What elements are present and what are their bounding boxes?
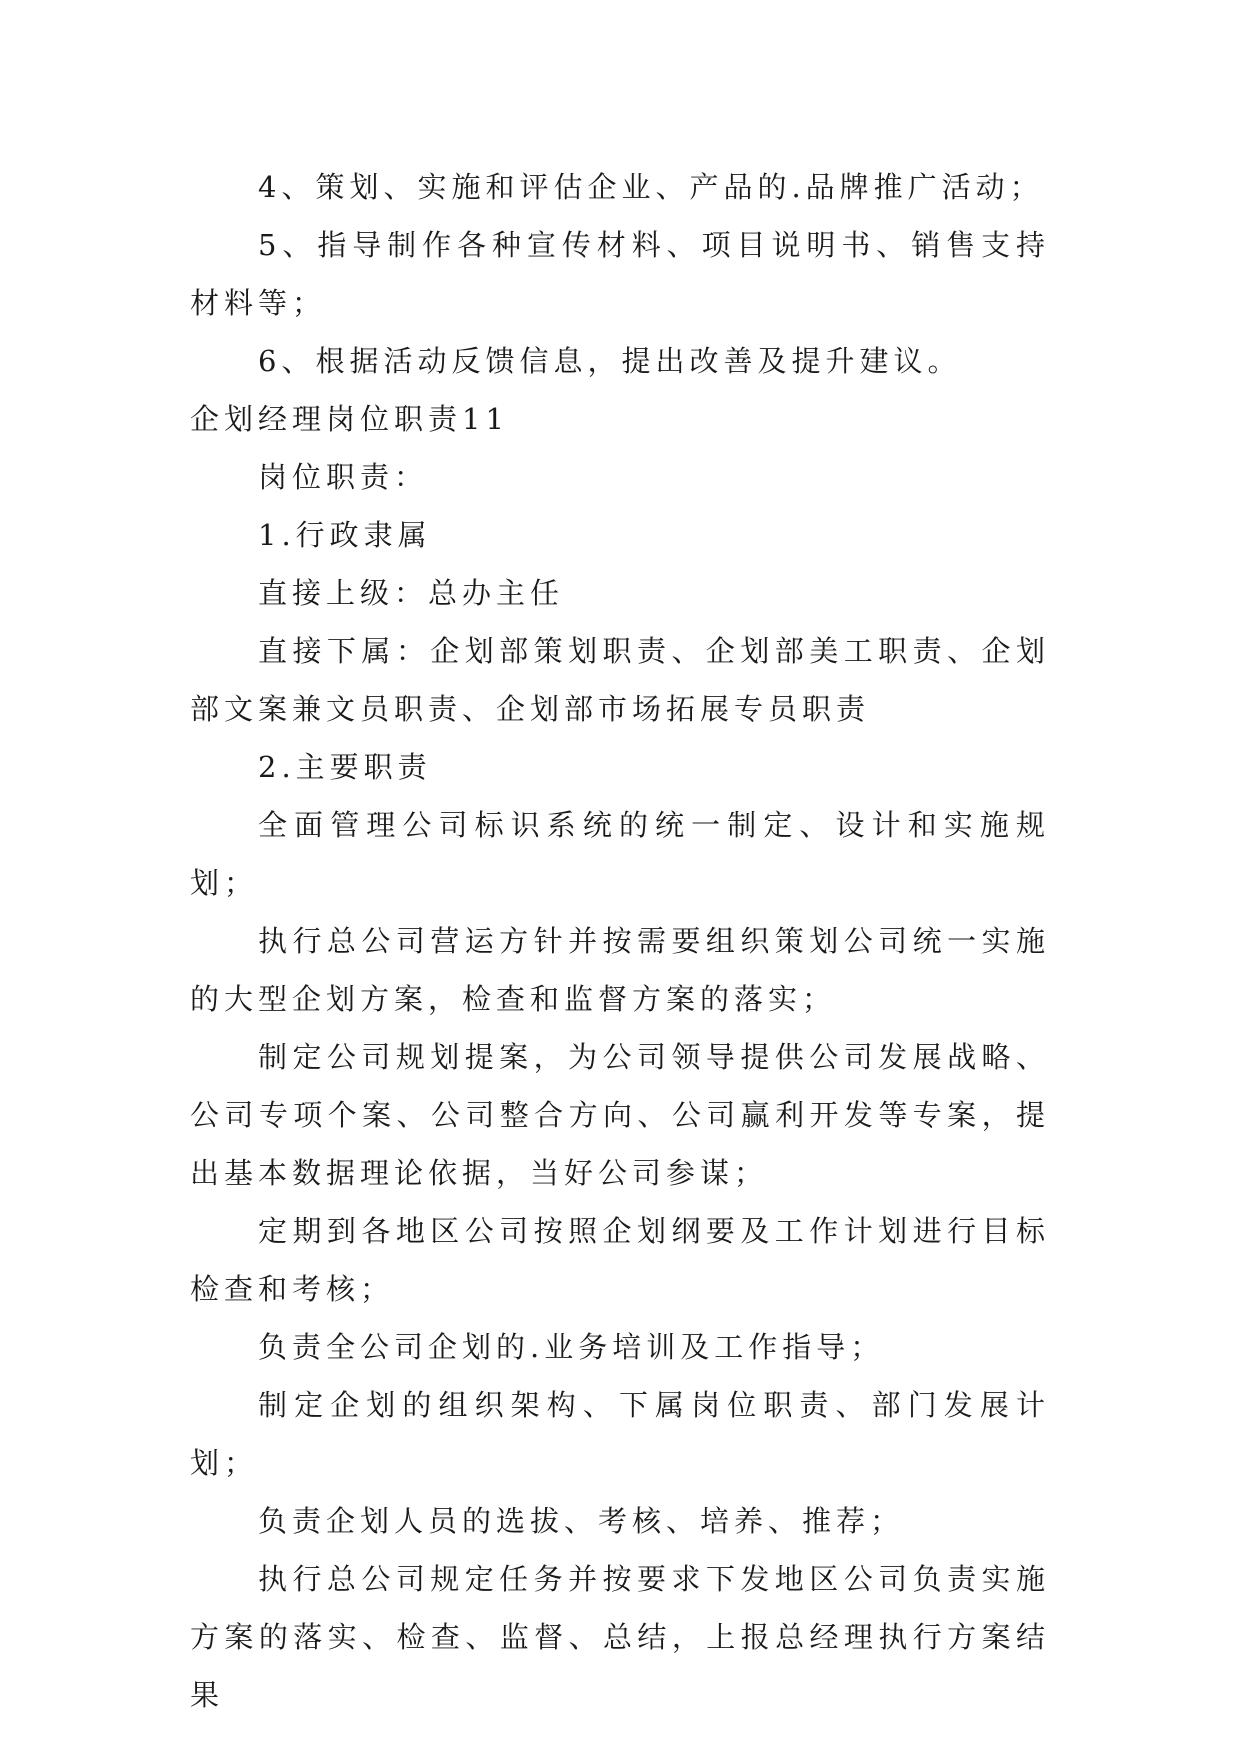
document-body <box>190 158 1050 1724</box>
paragraph-item-4: 4、策划、实施和评估企业、产品的.品牌推广活动； <box>258 170 1044 204</box>
paragraph-duty-item: 制定企划的组织架构、下属岗位职责、部门发展计划； <box>190 1388 1050 1480</box>
paragraph-duty-item: 执行总公司规定任务并按要求下发地区公司负责实施方案的落实、检查、监督、总结，上报总经理执行方案结果 <box>190 1562 1050 1712</box>
paragraph-admin-affiliation: 1.行政隶属 <box>258 518 432 552</box>
paragraph-direct-subordinates: 直接下属：企划部策划职责、企划部美工职责、企划部文案兼文员职责、企划部市场拓展专员职责 <box>190 634 1050 726</box>
paragraph-direct-superior: 直接上级：总办主任 <box>258 576 565 610</box>
paragraph-duty-item: 定期到各地区公司按照企划纲要及工作计划进行目标检查和考核； <box>190 1214 1050 1306</box>
paragraph-duty-item: 制定公司规划提案，为公司领导提供公司发展战略、公司专项个案、公司整合方向、公司赢利开发等专案，提出基本数据理论依据，当好公司参谋； <box>190 1040 1050 1190</box>
paragraph-item-6: 6、根据活动反馈信息，提出改善及提升建议。 <box>258 344 962 378</box>
paragraph-duty-item: 负责企划人员的选拔、考核、培养、推荐； <box>258 1504 905 1538</box>
paragraph-duty-item: 全面管理公司标识系统的统一制定、设计和实施规划； <box>190 808 1050 900</box>
paragraph-item-5: 5、指导制作各种宣传材料、项目说明书、销售支持材料等； <box>190 228 1050 320</box>
paragraph-main-duties: 2.主要职责 <box>258 750 432 784</box>
paragraph-duty-item: 执行总公司营运方针并按需要组织策划公司统一实施的大型企划方案，检查和监督方案的落实； <box>190 924 1050 1016</box>
paragraph-duty-item: 负责全公司企划的.业务培训及工作指导； <box>258 1330 885 1364</box>
paragraph-duties-label: 岗位职责： <box>258 460 429 494</box>
section-heading: 企划经理岗位职责11 <box>190 402 509 436</box>
